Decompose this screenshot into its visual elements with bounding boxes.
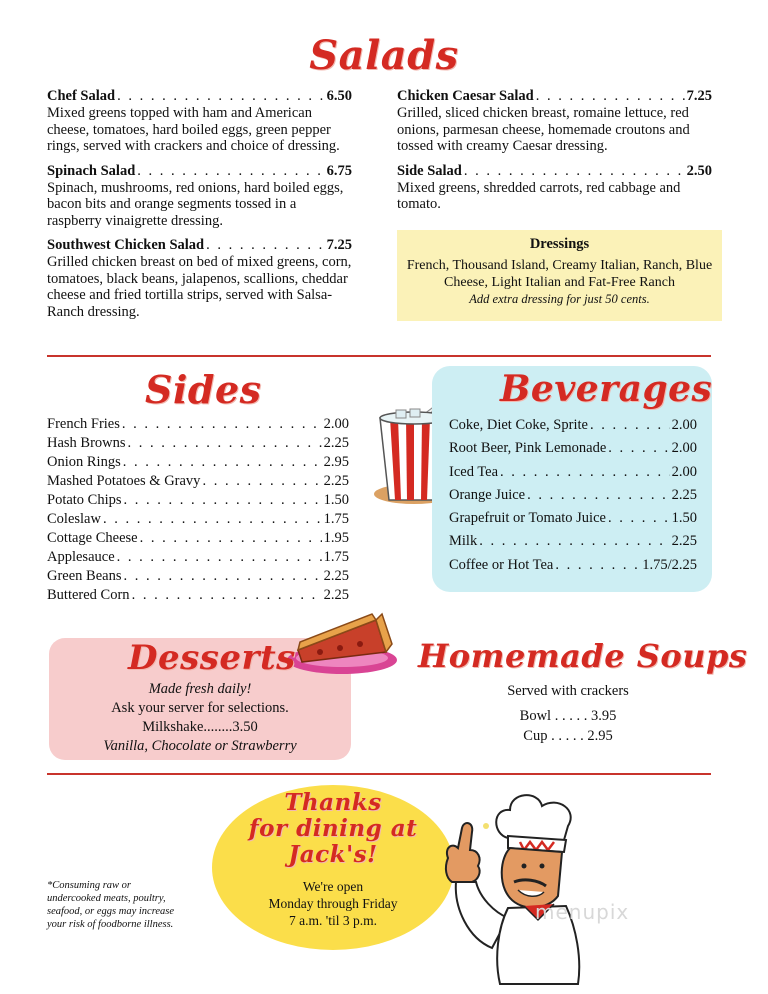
- list-item: French Fries . . . 2.00: [47, 415, 349, 434]
- salad-item: [47, 88, 352, 155]
- dressings-note: Add extra dressing for just 50 cents.: [469, 292, 650, 306]
- list-item: Buttered Corn . . . 2.25: [47, 586, 349, 605]
- list-item: Applesauce . . . 1.75: [47, 548, 349, 567]
- hours-line-1: We're open: [302, 879, 364, 894]
- item-name: Spinach Salad: [47, 162, 136, 179]
- dressings-list: French, Thousand Island, Creamy Italian, Ranch, Blue Cheese, Light Italian and Fat-Free Ranch: [406, 258, 713, 290]
- list-item: Orange Juice . . . 2.25: [449, 484, 697, 507]
- item-description: Mixed greens topped with ham and American cheese, tomatoes, hard boiled eggs, green pepper rings, served with crackers and choice of dressing.: [47, 105, 340, 154]
- watermark: menupix: [535, 900, 630, 924]
- item-price: 2.50: [686, 162, 712, 179]
- thanks-heading: [212, 790, 454, 868]
- desserts-line-4: Vanilla, Chocolate or Strawberry: [103, 738, 297, 754]
- chef-thumbs-up-icon: [438, 788, 588, 988]
- thanks-line-3: Jack's!: [288, 841, 378, 868]
- list-item: Onion Rings . . . 2.95: [47, 453, 349, 472]
- list-item: Milk . . . 2.25: [449, 530, 697, 553]
- list-item: Hash Browns . . . 2.25: [47, 434, 349, 453]
- list-item: Root Beer, Pink Lemonade . . . 2.00: [449, 437, 697, 460]
- item-price: 6.50: [326, 88, 352, 104]
- hours-line-3: 7 a.m. 'til 3 p.m.: [289, 913, 377, 928]
- salad-item: [47, 237, 352, 320]
- salad-item: [47, 163, 352, 230]
- item-description: Grilled chicken breast on bed of mixed greens, corn, tomatoes, black beans, jalapenos, scallions, cheddar cheese and fried tortilla strips, served with Salsa-Ranch dressing.: [47, 254, 352, 320]
- sides-list: [47, 415, 349, 605]
- list-item: Iced Tea . . . 2.00: [449, 461, 697, 484]
- disclaimer: *Consuming raw or undercooked meats, poultry, seafood, or eggs may increase your risk of foodborne illness.: [47, 880, 175, 930]
- section-divider: [47, 773, 711, 775]
- list-item: Potato Chips . . . 1.50: [47, 491, 349, 510]
- list-item: Coffee or Hot Tea . . . 1.75/2.25: [449, 554, 697, 577]
- soups-title: Homemade Soups: [418, 637, 748, 675]
- salads-right-column: [397, 88, 712, 213]
- soups-subtitle: Served with crackers: [507, 683, 629, 699]
- item-description: Grilled, sliced chicken breast, romaine lettuce, red onions, parmesan cheese, homemade croutons and tossed with creamy Caesar dressing.: [397, 105, 690, 154]
- desserts-text: [49, 680, 351, 756]
- beverages-list: [449, 414, 697, 577]
- item-price: 7.25: [686, 88, 712, 104]
- list-item: Green Beans . . . 2.25: [47, 567, 349, 586]
- desserts-line-1: Made fresh daily!: [148, 681, 252, 697]
- soups-text: [418, 680, 718, 746]
- dressings-title: Dressings: [529, 236, 590, 252]
- list-item: Cottage Cheese . . . 1.95: [47, 529, 349, 548]
- item-description: Spinach, mushrooms, red onions, hard boiled eggs, bacon bits and orange segments tossed in a raspberry vinaigrette dressing.: [47, 179, 344, 229]
- item-name: Southwest Chicken Salad: [47, 237, 205, 253]
- item-price: 6.75: [326, 162, 352, 179]
- salad-item: [397, 88, 712, 155]
- list-item: Coke, Diet Coke, Sprite . . . 2.00: [449, 414, 697, 437]
- salads-left-column: [47, 88, 352, 320]
- thanks-line-1: Thanks: [284, 789, 382, 816]
- desserts-line-3: Milkshake........3.50: [142, 719, 258, 735]
- hours-text: [212, 878, 454, 929]
- item-price: 7.25: [326, 237, 352, 253]
- section-divider: [47, 355, 711, 357]
- list-item: Grapefruit or Tomato Juice . . . 1.50: [449, 507, 697, 530]
- beverages-title: Beverages: [500, 368, 713, 410]
- soups-bowl: Bowl . . . . . 3.95: [519, 708, 617, 724]
- desserts-line-2: Ask your server for selections.: [111, 700, 289, 716]
- pie-slice-icon: [280, 604, 400, 678]
- desserts-title: Desserts: [128, 638, 296, 678]
- item-name: Side Salad: [397, 162, 462, 179]
- salad-item: [397, 163, 712, 213]
- thanks-line-2: for dining at: [248, 815, 418, 842]
- list-item: Coleslaw . . . 1.75: [47, 510, 349, 529]
- hours-line-2: Monday through Friday: [268, 896, 398, 911]
- dressings-box: [397, 230, 722, 321]
- salads-title: Salads: [309, 32, 459, 79]
- item-description: Mixed greens, shredded carrots, red cabbage and tomato.: [397, 179, 681, 212]
- item-name: Chicken Caesar Salad: [397, 88, 534, 104]
- item-name: Chef Salad: [47, 88, 116, 104]
- soups-cup: Cup . . . . . 2.95: [523, 728, 613, 744]
- list-item: Mashed Potatoes & Gravy . . . 2.25: [47, 472, 349, 491]
- sides-title: Sides: [145, 367, 262, 412]
